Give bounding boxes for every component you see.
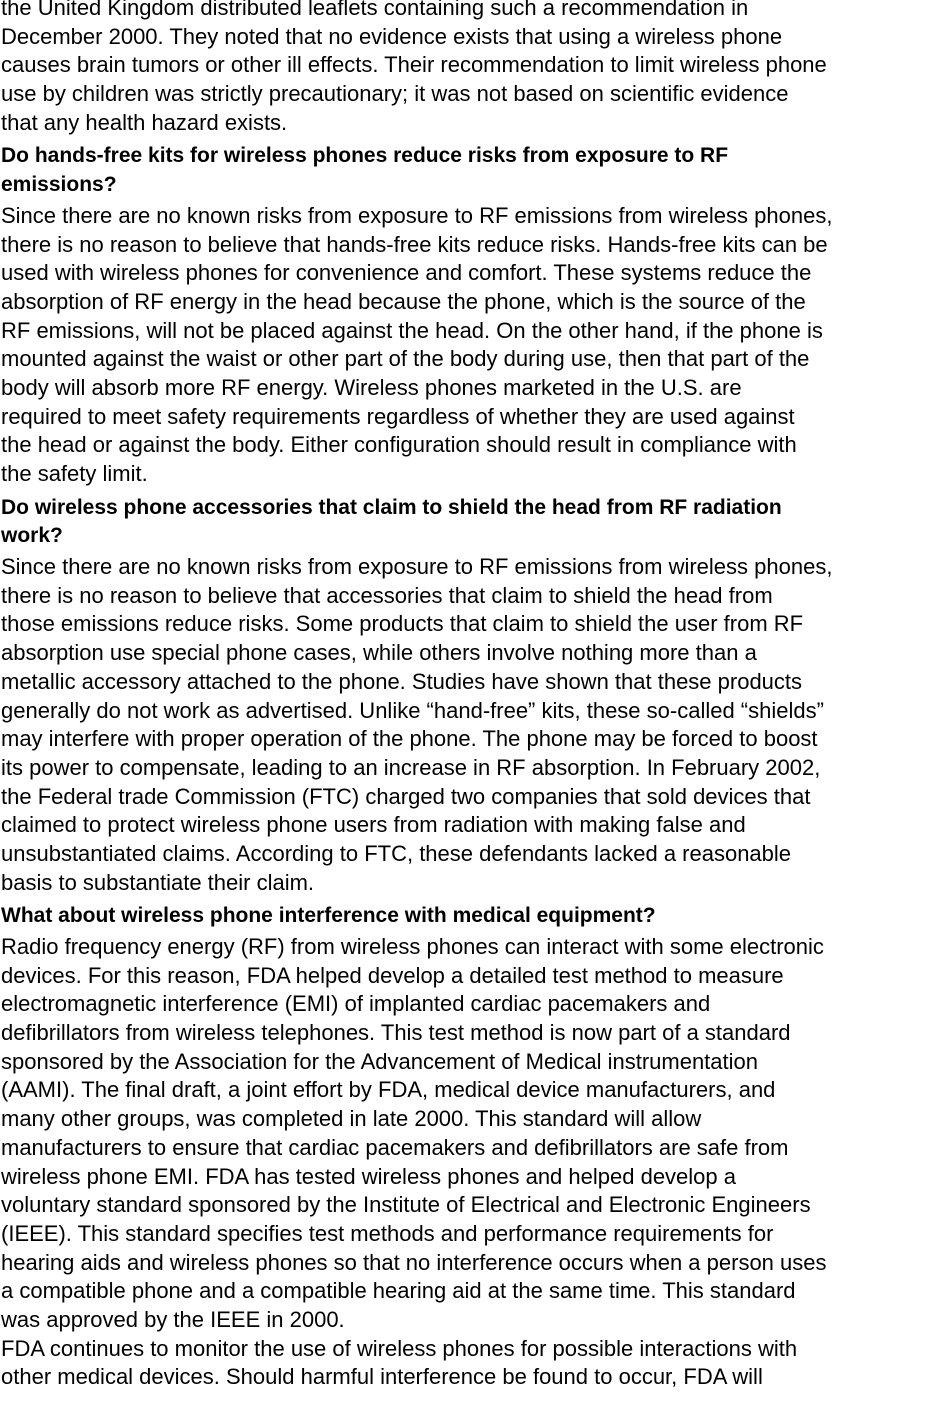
text-line: (IEEE). This standard specifies test methods and performance requirements for — [1, 1220, 774, 1246]
heading-line: work? — [1, 524, 63, 548]
text-line: wireless phone EMI. FDA has tested wireless phones and helped develop a — [1, 1163, 736, 1189]
paragraph-fda-monitoring — [1, 1335, 945, 1392]
text-line: (AAMI). The final draft, a joint effort by FDA, medical device manufacturers, and — [1, 1077, 776, 1103]
text-line: may interfere with proper operation of the phone. The phone may be forced to boost — [1, 726, 818, 752]
text-line: mounted against the waist or other part of the body during use, then that part of the — [1, 346, 810, 372]
text-line: the Federal trade Commission (FTC) charged two companies that sold devices that — [1, 783, 811, 809]
text-line: FDA continues to monitor the use of wireless phones for possible interactions with — [1, 1335, 798, 1361]
heading-line: emissions? — [1, 173, 117, 197]
heading-line: What about wireless phone interference with medical equipment? — [1, 904, 656, 928]
text-line: required to meet safety requirements regardless of whether they are used against — [1, 403, 795, 429]
text-line: RF emissions, will not be placed against the head. On the other hand, if the phone is — [1, 317, 823, 343]
paragraph-medical-interference — [1, 933, 945, 1335]
text-line: use by children was strictly precautionary; it was not based on scientific evidence — [1, 81, 789, 107]
heading-shield-accessories — [1, 494, 945, 551]
text-line: December 2000. They noted that no evidence exists that using a wireless phone — [1, 23, 783, 49]
text-line: other medical devices. Should harmful interference be found to occur, FDA will — [1, 1364, 763, 1390]
text-line: many other groups, was completed in late 2000. This standard will allow — [1, 1106, 702, 1132]
text-line: absorption use special phone cases, while others involve nothing more than a — [1, 640, 757, 666]
text-line: unsubstantiated claims. According to FTC, these defendants lacked a reasonable — [1, 840, 792, 866]
text-line: sponsored by the Association for the Advancement of Medical instrumentation — [1, 1048, 758, 1074]
paragraph-uk-leaflets — [1, 0, 945, 137]
text-line: there is no reason to believe that hands-free kits reduce risks. Hands-free kits can be — [1, 231, 828, 257]
text-line: basis to substantiate their claim. — [1, 869, 315, 895]
text-line: manufacturers to ensure that cardiac pacemakers and defibrillators are safe from — [1, 1134, 789, 1160]
text-line: hearing aids and wireless phones so that no interference occurs when a person uses — [1, 1249, 827, 1275]
text-line: the head or against the body. Either configuration should result in compliance with — [1, 432, 797, 458]
text-line: metallic accessory attached to the phone. Studies have shown that these products — [1, 668, 803, 694]
text-line: electromagnetic interference (EMI) of implanted cardiac pacemakers and — [1, 991, 711, 1017]
paragraph-hands-free-kits — [1, 202, 945, 489]
text-line: its power to compensate, leading to an increase in RF absorption. In February 2002, — [1, 754, 821, 780]
text-line: Since there are no known risks from exposure to RF emissions from wireless phones, — [1, 554, 833, 580]
heading-line: Do hands-free kits for wireless phones reduce risks from exposure to RF — [1, 144, 729, 168]
text-line: that any health hazard exists. — [1, 109, 288, 135]
text-line: those emissions reduce risks. Some products that claim to shield the user from RF — [1, 611, 804, 637]
text-line: Radio frequency energy (RF) from wireless phones can interact with some electronic — [1, 934, 824, 959]
heading-hands-free-kits — [1, 142, 945, 199]
heading-medical-interference — [1, 902, 945, 931]
text-line: was approved by the IEEE in 2000. — [1, 1306, 345, 1332]
text-line: voluntary standard sponsored by the Institute of Electrical and Electronic Engineers — [1, 1192, 811, 1218]
text-line: Since there are no known risks from exposure to RF emissions from wireless phones, — [1, 202, 833, 228]
text-line: there is no reason to believe that accessories that claim to shield the head from — [1, 582, 773, 608]
text-line: body will absorb more RF energy. Wireless phones marketed in the U.S. are — [1, 374, 742, 400]
text-line: a compatible phone and a compatible hearing aid at the same time. This standard — [1, 1278, 796, 1304]
text-line: causes brain tumors or other ill effects. Their recommendation to limit wireless phone — [1, 52, 827, 78]
text-line: absorption of RF energy in the head because the phone, which is the source of the — [1, 288, 806, 314]
paragraph-shield-accessories — [1, 553, 945, 897]
text-line: devices. For this reason, FDA helped develop a detailed test method to measure — [1, 962, 784, 988]
heading-line: Do wireless phone accessories that claim to shield the head from RF radiation — [1, 495, 782, 519]
text-line: generally do not work as advertised. Unlike “hand-free” kits, these so-called “shields” — [1, 697, 824, 723]
text-line: the United Kingdom distributed leaflets containing such a recommendation in — [1, 0, 749, 20]
text-line: the safety limit. — [1, 461, 148, 486]
document-page — [1, 0, 945, 1392]
text-line: defibrillators from wireless telephones. This test method is now part of a standard — [1, 1020, 791, 1046]
text-line: claimed to protect wireless phone users from radiation with making false and — [1, 812, 746, 838]
text-line: used with wireless phones for convenience and comfort. These systems reduce the — [1, 260, 812, 286]
